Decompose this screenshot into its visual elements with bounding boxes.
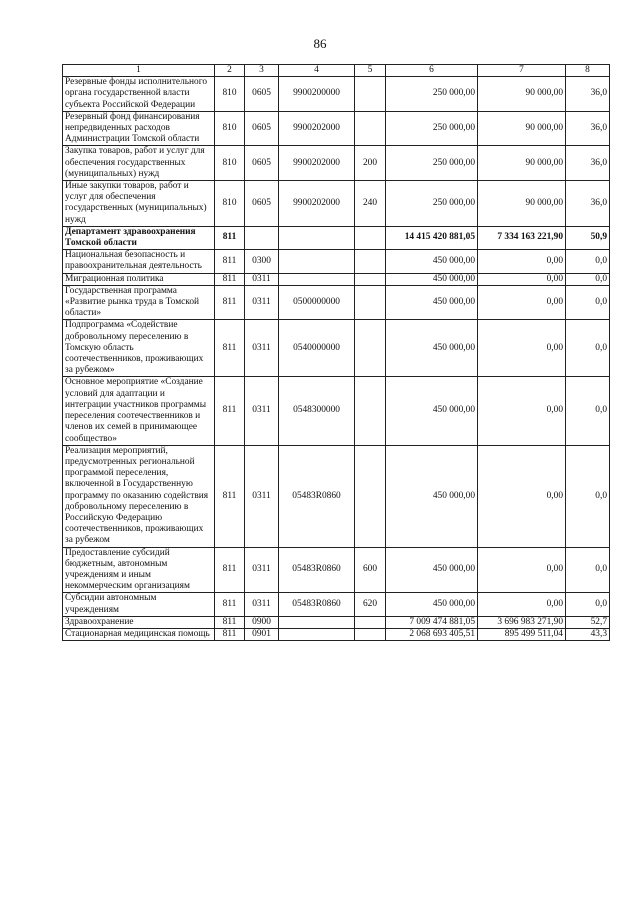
executed-amount: 0,00 xyxy=(478,285,566,320)
executed-amount: 90 000,00 xyxy=(478,111,566,146)
execution-percent: 0,0 xyxy=(566,285,610,320)
ministry-code: 810 xyxy=(215,111,245,146)
table-row xyxy=(63,273,610,285)
section-code: 0311 xyxy=(245,285,279,320)
ministry-code: 811 xyxy=(215,445,245,547)
target-article-code: 0500000000 xyxy=(279,285,355,320)
expense-item-name: Субсидии автономным учреждениям xyxy=(63,593,215,616)
execution-percent: 43,3 xyxy=(566,628,610,640)
execution-percent: 36,0 xyxy=(566,77,610,112)
target-article-code: 9900202000 xyxy=(279,181,355,227)
table-body xyxy=(63,77,610,641)
table-row xyxy=(63,77,610,112)
section-code: 0605 xyxy=(245,77,279,112)
ministry-code: 811 xyxy=(215,547,245,593)
section-code: 0605 xyxy=(245,181,279,227)
target-article-code xyxy=(279,226,355,249)
planned-amount: 450 000,00 xyxy=(386,320,478,377)
table-row xyxy=(63,593,610,616)
planned-amount: 7 009 474 881,05 xyxy=(386,616,478,628)
executed-amount: 0,00 xyxy=(478,320,566,377)
expense-type-code xyxy=(355,628,386,640)
executed-amount: 3 696 983 271,90 xyxy=(478,616,566,628)
section-code: 0901 xyxy=(245,628,279,640)
expense-item-name: Резервные фонды исполнительного органа государственной власти субъекта Российской Федерации xyxy=(63,77,215,112)
expense-type-code: 600 xyxy=(355,547,386,593)
executed-amount: 90 000,00 xyxy=(478,181,566,227)
column-header: 6 xyxy=(386,65,478,77)
ministry-code: 811 xyxy=(215,616,245,628)
expense-type-code xyxy=(355,320,386,377)
table-row xyxy=(63,146,610,181)
execution-percent: 0,0 xyxy=(566,273,610,285)
target-article-code: 05483R0860 xyxy=(279,445,355,547)
section-code: 0311 xyxy=(245,273,279,285)
target-article-code: 05483R0860 xyxy=(279,547,355,593)
column-header: 1 xyxy=(63,65,215,77)
execution-percent: 0,0 xyxy=(566,320,610,377)
planned-amount: 2 068 693 405,51 xyxy=(386,628,478,640)
section-code: 0311 xyxy=(245,377,279,445)
target-article-code: 9900200000 xyxy=(279,77,355,112)
section-code: 0605 xyxy=(245,146,279,181)
executed-amount: 0,00 xyxy=(478,377,566,445)
table-row xyxy=(63,445,610,547)
column-header: 5 xyxy=(355,65,386,77)
execution-percent: 0,0 xyxy=(566,445,610,547)
expense-item-name: Стационарная медицинская помощь xyxy=(63,628,215,640)
column-header: 2 xyxy=(215,65,245,77)
target-article-code xyxy=(279,250,355,273)
planned-amount: 250 000,00 xyxy=(386,146,478,181)
executed-amount: 0,00 xyxy=(478,593,566,616)
target-article-code: 0548300000 xyxy=(279,377,355,445)
executed-amount: 895 499 511,04 xyxy=(478,628,566,640)
planned-amount: 14 415 420 881,05 xyxy=(386,226,478,249)
section-code: 0311 xyxy=(245,320,279,377)
planned-amount: 450 000,00 xyxy=(386,285,478,320)
ministry-code: 810 xyxy=(215,181,245,227)
section-code: 0311 xyxy=(245,547,279,593)
column-header: 3 xyxy=(245,65,279,77)
page-number: 86 xyxy=(313,36,327,51)
planned-amount: 450 000,00 xyxy=(386,593,478,616)
table-row xyxy=(63,250,610,273)
table-row xyxy=(63,547,610,593)
expense-type-code xyxy=(355,250,386,273)
target-article-code xyxy=(279,616,355,628)
execution-percent: 36,0 xyxy=(566,146,610,181)
executed-amount: 0,00 xyxy=(478,547,566,593)
expense-item-name: Национальная безопасность и правоохранительная деятельность xyxy=(63,250,215,273)
planned-amount: 450 000,00 xyxy=(386,547,478,593)
column-header: 7 xyxy=(478,65,566,77)
execution-percent: 36,0 xyxy=(566,181,610,227)
expense-type-code xyxy=(355,445,386,547)
table-row xyxy=(63,616,610,628)
expense-type-code xyxy=(355,273,386,285)
target-article-code: 9900202000 xyxy=(279,146,355,181)
column-header: 4 xyxy=(279,65,355,77)
planned-amount: 250 000,00 xyxy=(386,181,478,227)
execution-percent: 36,0 xyxy=(566,111,610,146)
expense-item-name: Резервный фонд финансирования непредвиденных расходов Администрации Томской области xyxy=(63,111,215,146)
executed-amount: 7 334 163 221,90 xyxy=(478,226,566,249)
section-code: 0311 xyxy=(245,445,279,547)
execution-percent: 0,0 xyxy=(566,593,610,616)
executed-amount: 90 000,00 xyxy=(478,77,566,112)
ministry-code: 810 xyxy=(215,146,245,181)
target-article-code: 0540000000 xyxy=(279,320,355,377)
table-row xyxy=(63,181,610,227)
planned-amount: 450 000,00 xyxy=(386,273,478,285)
planned-amount: 450 000,00 xyxy=(386,445,478,547)
expense-item-name: Здравоохранение xyxy=(63,616,215,628)
target-article-code xyxy=(279,628,355,640)
column-header: 8 xyxy=(566,65,610,77)
target-article-code xyxy=(279,273,355,285)
section-code: 0605 xyxy=(245,111,279,146)
ministry-code: 811 xyxy=(215,226,245,249)
expense-item-name: Миграционная политика xyxy=(63,273,215,285)
expense-item-name: Предоставление субсидий бюджетным, автономным учреждениям и иным некоммерческим организациям xyxy=(63,547,215,593)
ministry-code: 811 xyxy=(215,593,245,616)
expense-item-name: Закупка товаров, работ и услуг для обеспечения государственных (муниципальных) нужд xyxy=(63,146,215,181)
table-row xyxy=(63,320,610,377)
target-article-code: 9900202000 xyxy=(279,111,355,146)
expense-type-code: 240 xyxy=(355,181,386,227)
section-code xyxy=(245,226,279,249)
expense-type-code: 200 xyxy=(355,146,386,181)
execution-percent: 52,7 xyxy=(566,616,610,628)
executed-amount: 0,00 xyxy=(478,273,566,285)
execution-percent: 0,0 xyxy=(566,250,610,273)
planned-amount: 250 000,00 xyxy=(386,111,478,146)
column-number-row xyxy=(63,65,610,77)
expense-type-code xyxy=(355,226,386,249)
execution-percent: 0,0 xyxy=(566,547,610,593)
expense-item-name: Реализация мероприятий, предусмотренных региональной программой переселения, включенной в Государственную программу по оказанию содействия добровольному переселению в Российскую Федерацию соотечественников, проживающих за рубежом xyxy=(63,445,215,547)
ministry-code: 811 xyxy=(215,320,245,377)
execution-percent: 0,0 xyxy=(566,377,610,445)
expense-type-code xyxy=(355,616,386,628)
budget-table xyxy=(62,64,610,641)
ministry-code: 811 xyxy=(215,285,245,320)
expense-item-name: Подпрограмма «Содействие добровольному переселению в Томскую область соотечественников, проживающих за рубежом» xyxy=(63,320,215,377)
ministry-code: 811 xyxy=(215,377,245,445)
table-row xyxy=(63,377,610,445)
expense-type-code xyxy=(355,377,386,445)
expense-type-code xyxy=(355,285,386,320)
expense-type-code xyxy=(355,77,386,112)
executed-amount: 90 000,00 xyxy=(478,146,566,181)
executed-amount: 0,00 xyxy=(478,250,566,273)
planned-amount: 450 000,00 xyxy=(386,377,478,445)
table-row xyxy=(63,285,610,320)
ministry-code: 811 xyxy=(215,628,245,640)
expense-type-code xyxy=(355,111,386,146)
executed-amount: 0,00 xyxy=(478,445,566,547)
table-row xyxy=(63,628,610,640)
table-row xyxy=(63,226,610,249)
expense-item-name: Государственная программа «Развитие рынка труда в Томской области» xyxy=(63,285,215,320)
section-code: 0300 xyxy=(245,250,279,273)
section-code: 0311 xyxy=(245,593,279,616)
ministry-code: 811 xyxy=(215,273,245,285)
table-row xyxy=(63,111,610,146)
expense-type-code: 620 xyxy=(355,593,386,616)
ministry-code: 811 xyxy=(215,250,245,273)
target-article-code: 05483R0860 xyxy=(279,593,355,616)
expense-item-name: Основное мероприятие «Создание условий для адаптации и интеграции участников программы переселения соотечественников и членов их семей в принимающее сообщество» xyxy=(63,377,215,445)
expense-item-name: Иные закупки товаров, работ и услуг для обеспечения государственных (муниципальных) нужд xyxy=(63,181,215,227)
execution-percent: 50,9 xyxy=(566,226,610,249)
ministry-code: 810 xyxy=(215,77,245,112)
planned-amount: 450 000,00 xyxy=(386,250,478,273)
planned-amount: 250 000,00 xyxy=(386,77,478,112)
expense-item-name: Департамент здравоохранения Томской области xyxy=(63,226,215,249)
section-code: 0900 xyxy=(245,616,279,628)
